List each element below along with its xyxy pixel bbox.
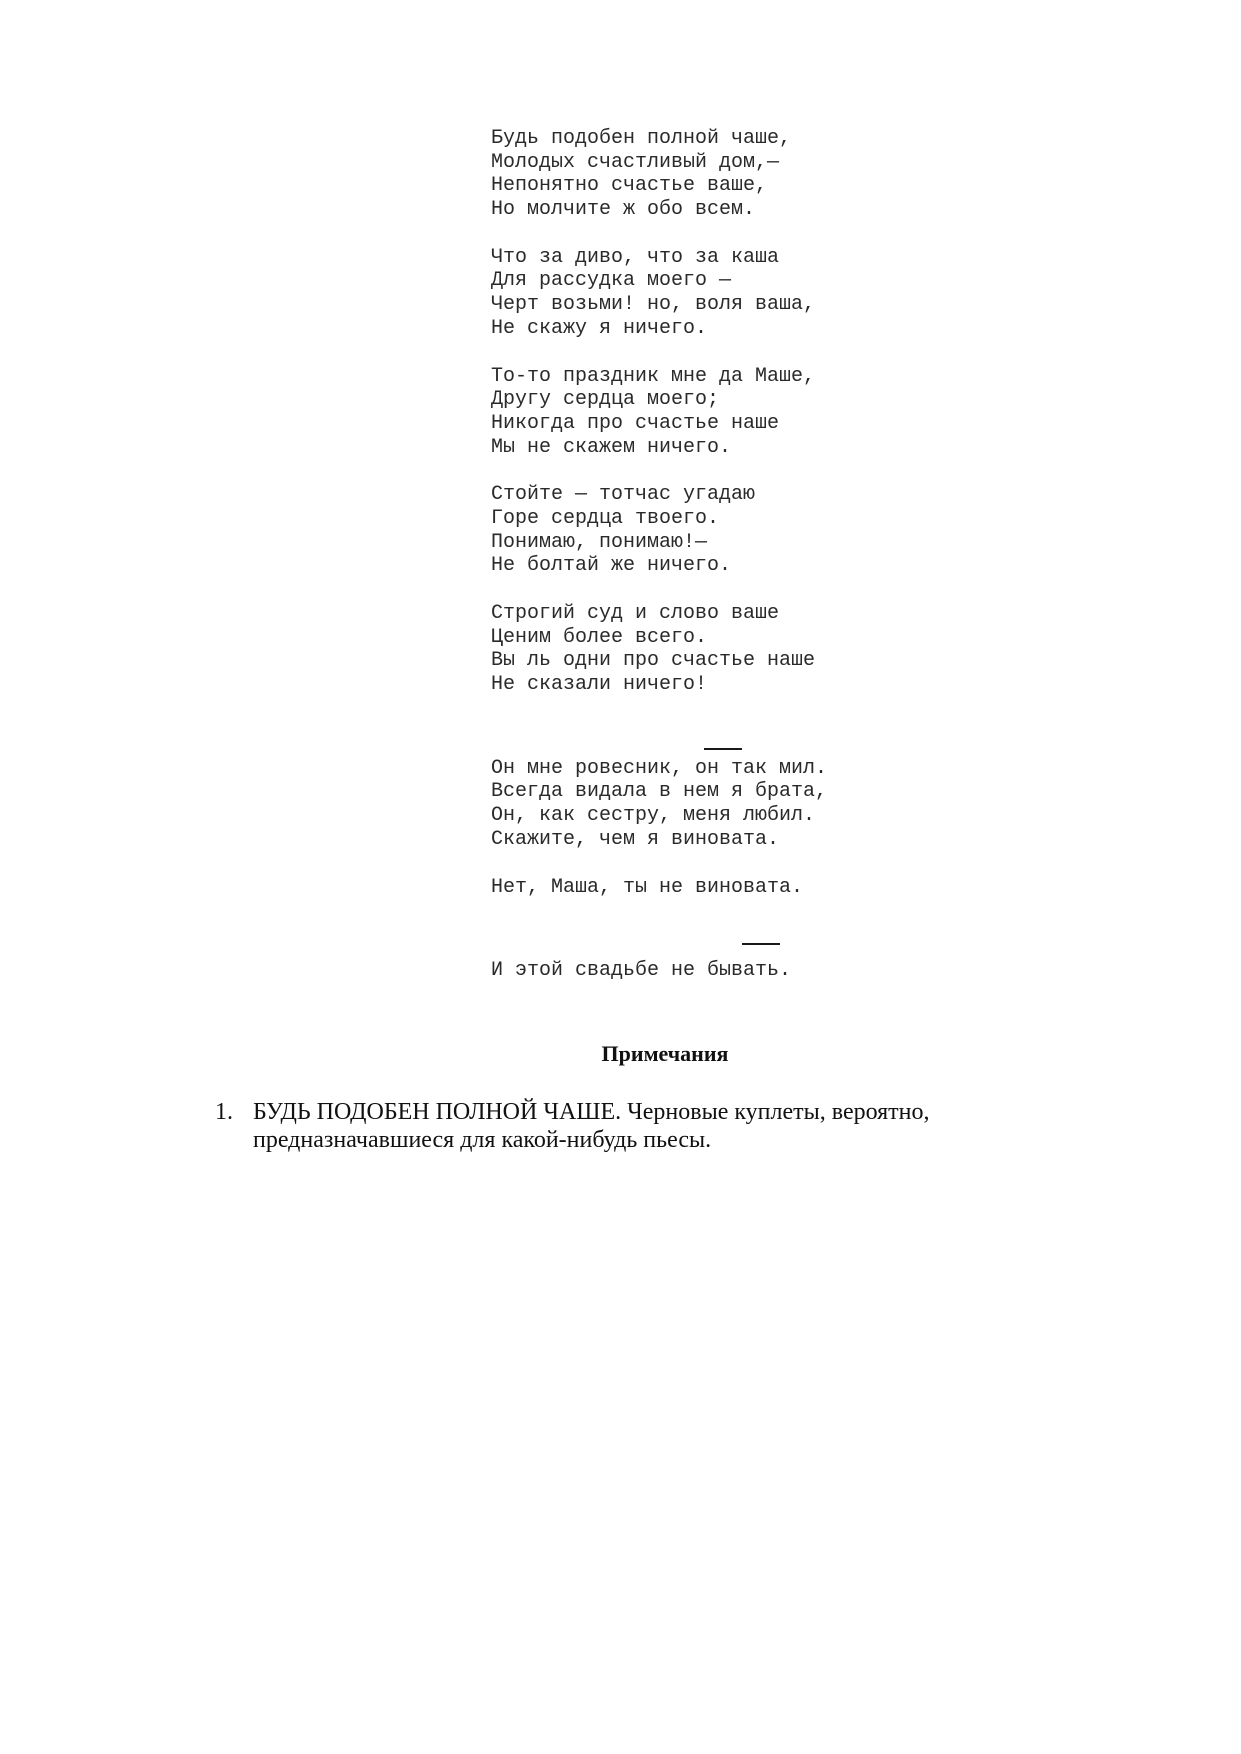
poem-line: Что за диво, что за каша [491,245,780,269]
poem-line: Понимаю, понимаю!— [491,530,708,554]
poem-line: Будь подобен полной чаше, [491,127,792,150]
poem-line: Ценим более всего. [491,625,708,649]
stanza-6 [491,757,1011,852]
poem-line: Всегда видала в нем я брата, [491,780,828,804]
poem-line: Непонятно счастье ваше, [491,174,768,198]
poem-line: Черт возьми! но, воля ваша, [491,293,816,317]
stanza-3 [491,365,1011,460]
section-separator [704,748,742,750]
poem-line: То-то праздник мне да Маше, [491,364,816,388]
poem-line: И этой свадьбе не бывать. [491,959,792,983]
stanza-8 [491,959,1011,983]
note-item [215,1098,1015,1154]
poem-line: Для рассудка моего — [491,269,732,293]
poem-line: Он мне ровесник, он так мил. [491,756,828,780]
poem-line: Не скажу я ничего. [491,316,708,340]
poem-line: Он, как сестру, меня любил. [491,804,816,828]
note-line: БУДЬ ПОДОБЕН ПОЛНОЙ ЧАШЕ. Черновые куплеты, вероятно, [253,1099,930,1125]
stanza-5 [491,602,1011,697]
poem-line: Не сказали ничего! [491,673,708,697]
poem-line: Строгий суд и слово ваше [491,602,780,625]
poem-line: Вы ль одни про счастье наше [491,649,816,673]
poem [491,127,1011,1007]
stanza-2 [491,246,1011,341]
notes-heading: Примечания [601,1041,729,1066]
note-line: предназначавшиеся для какой-нибудь пьесы. [253,1127,712,1153]
poem-line: Нет, Маша, ты не виновата. [491,875,804,899]
note-number: 1. [215,1099,233,1125]
poem-line: Молодых счастливый дом,— [491,150,780,174]
stanza-4 [491,483,1011,578]
poem-line: Скажите, чем я виновата. [491,827,780,851]
notes-list [215,1098,1015,1154]
poem-line: Мы не скажем ничего. [491,435,732,459]
poem-line: Стойте — тотчас угадаю [491,483,756,507]
poem-line: Никогда про счастье наше [491,411,780,435]
poem-line: Но молчите ж обо всем. [491,198,756,222]
poem-line: Другу сердца моего; [491,388,720,412]
poem-line: Не болтай же ничего. [491,554,732,578]
poem-line: Горе сердца твоего. [491,506,720,530]
section-separator [742,943,780,945]
stanza-7 [491,876,1011,900]
stanza-1 [491,127,1011,222]
